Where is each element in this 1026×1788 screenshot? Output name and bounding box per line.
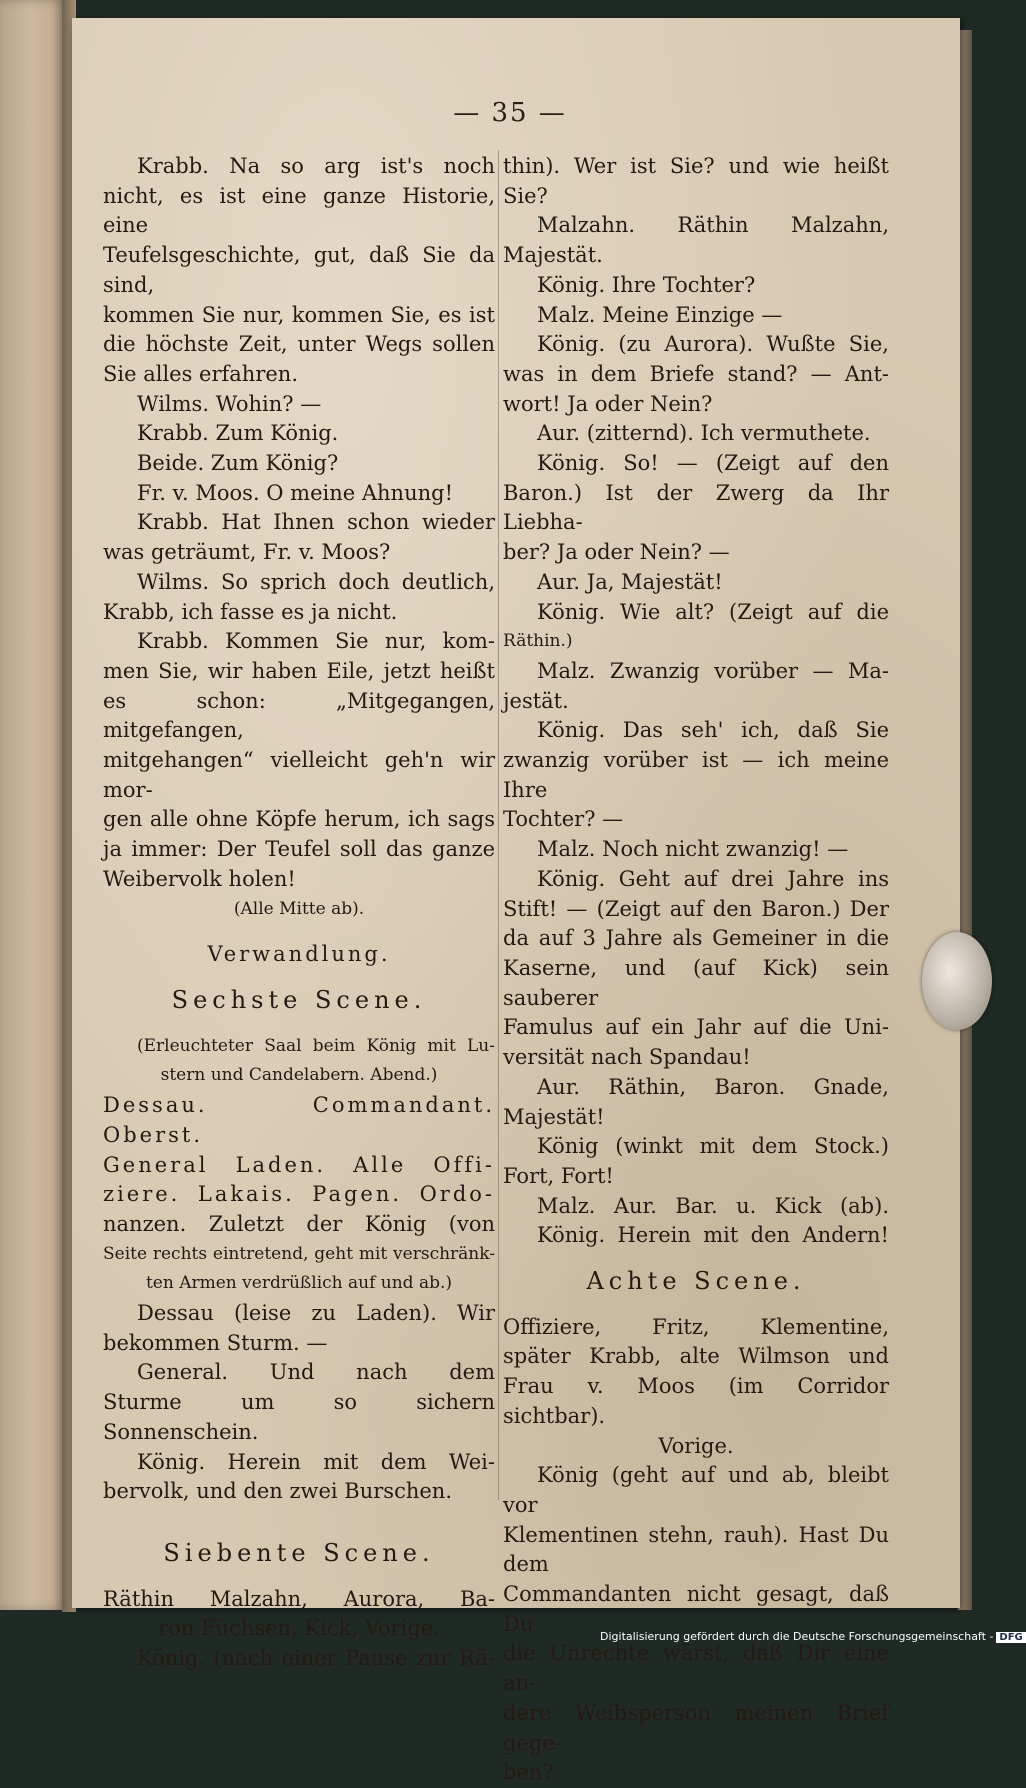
page-marker-tab [922,932,992,1030]
text-line: es schon: „Mitgegangen, mitgefangen, [103,688,495,743]
dfg-badge: DFG [996,1632,1025,1643]
scene-heading: Achte Scene. [586,1267,806,1296]
spacer [103,924,495,940]
text-line: später Krabb, alte Wilmson und [503,1344,889,1369]
text-line: wort! Ja oder Nein? [503,391,713,416]
scene-heading: Siebente Scene. [163,1538,435,1567]
text-line: Offiziere, Fritz, Klementine, [503,1314,889,1339]
text-line: König. So! — (Zeigt auf den [537,451,889,476]
spacer [503,1251,889,1267]
text-line: Krabb. Hat Ihnen schon wieder [137,510,495,535]
text-line: König. Wie alt? (Zeigt auf die [537,599,889,624]
text-line: Aur. Ja, Majestät! [537,569,723,594]
text-line: Teufelsgeschichte, gut, daß Sie da sind, [103,243,495,297]
text-line: Weibervolk holen! [103,866,296,891]
digitization-credit [600,1630,1023,1648]
scene-heading: Sechste Scene. [171,985,427,1014]
text-line: König. Herein mit den Andern! [537,1223,889,1248]
text-line: Sturme um so sichern Sonnenschein. [103,1390,495,1444]
spacer [103,1523,495,1539]
text-line: nanzen. Zuletzt der König (von [103,1211,495,1236]
text-line: Räthin.) [503,631,573,652]
text-line: König. (nach einer Pause zur Rä- [137,1646,495,1671]
text-line: Malz. Aur. Bar. u. Kick (ab). [537,1193,889,1218]
spacer [103,1569,495,1585]
text-line: (Alle Mitte ab). [233,898,365,919]
text-line: ber? Ja oder Nein? — [503,540,730,565]
text-line: was geträumt, Fr. v. Moos? [103,540,391,565]
spacer [503,1297,889,1313]
text-line: kommen Sie nur, kommen Sie, es ist [103,302,495,327]
text-line: versität nach Spandau! [503,1045,751,1070]
text-line: zwanzig vorüber ist — ich meine Ihre [503,748,889,802]
text-line: Krabb. Na so arg ist's noch [137,154,495,178]
text-column-left [103,152,495,1674]
text-line: Aur. Räthin, Baron. Gnade, [537,1074,889,1099]
text-line: Beide. Zum König? [137,451,339,476]
text-line: Malz. Zwanzig vorüber — Ma- [537,658,889,683]
text-line: Vorige. [658,1433,734,1458]
text-line: ron Füchsen, Kick, Vorige. [158,1616,440,1641]
text-line: die höchste Zeit, unter Wegs sollen [103,332,495,357]
text-line: König. Geht auf drei Jahre ins [537,866,889,891]
text-column-right [503,152,889,1788]
text-line: dere Weibsperson meinen Brief gege- [503,1700,889,1755]
text-line: Malz. Meine Einzige — [537,302,783,327]
text-line: (Erleuchteter Saal beim König mit Lu- [137,1035,495,1056]
text-line: Verwandlung. [207,942,391,967]
text-line: Malzahn. Räthin Malzahn, [537,213,889,238]
text-line: General Laden. Alle Offi- [103,1152,495,1177]
text-line: bervolk, und den zwei Burschen. [103,1479,452,1504]
text-line: mitgehangen“ vielleicht geh'n wir mor- [103,748,495,802]
text-line: nicht, es ist eine ganze Historie, eine [103,183,495,238]
text-line: Krabb, ich fasse es ja nicht. [103,599,398,624]
text-line: men Sie, wir haben Eile, jetzt heißt [103,658,495,683]
text-line: ja immer: Der Teufel soll das ganze [103,837,495,862]
text-line: Wilms. So sprich doch deutlich, [137,569,495,594]
spacer [103,1016,495,1032]
text-line: ben? [503,1760,554,1785]
text-line: Baron.) Ist der Zwerg da Ihr Liebha- [503,480,889,535]
credit-text: Digitalisierung gefördert durch die Deutsche Forschungsgemeinschaft - [600,1630,994,1643]
text-line: Fr. v. Moos. O meine Ahnung! [137,480,454,505]
text-line: Sie alles erfahren. [103,361,298,386]
text-line: König. Herein mit dem Wei- [137,1449,495,1474]
text-line: König (winkt mit dem Stock.) [537,1134,889,1159]
previous-page-edge [0,0,66,1610]
spacer [103,970,495,986]
page-stack-edge [958,30,972,1610]
text-line: stern und Candelabern. Abend.) [160,1065,438,1086]
column-divider [498,150,499,1500]
text-line: Tochter? — [503,807,624,832]
text-line: Stift! — (Zeigt auf den Baron.) Der [503,896,889,921]
page-number: — 35 — [453,98,567,128]
text-line: König. (zu Aurora). Wußte Sie, [537,332,889,357]
text-line: Krabb. Zum König. [137,421,339,446]
text-line: gen alle ohne Köpfe herum, ich sags [103,807,495,832]
text-line: Famulus auf ein Jahr auf die Uni- [503,1015,889,1040]
text-line: Wilms. Wohin? — [137,391,322,416]
text-line: bekommen Sturm. — [103,1330,328,1355]
text-line: Klementinen stehn, rauh). Hast Du dem [503,1522,889,1577]
text-line: Kaserne, und (auf Kick) sein sauberer [503,955,889,1010]
text-line: Frau v. Moos (im Corridor sichtbar). [503,1374,889,1428]
text-line: General. Und nach dem [137,1360,495,1385]
text-line: Commandanten nicht gesagt, daß Du [503,1582,889,1636]
text-line: da auf 3 Jahre als Gemeiner in die [503,926,889,951]
text-line: Majestät! [503,1104,605,1129]
text-line: was in dem Briefe stand? — Ant- [503,361,889,386]
text-line: Dessau (leise zu Laden). Wir [137,1301,495,1326]
text-line: die Unrechte wärst, daß Dir eine an- [503,1641,889,1696]
text-line: Sie? [503,183,548,208]
text-line: ziere. Lakais. Pagen. Ordo- [103,1182,495,1207]
text-line: ten Armen verdrüßlich auf und ab.) [145,1273,453,1294]
text-line: Aur. (zitternd). Ich vermuthete. [537,421,871,446]
text-line: Malz. Noch nicht zwanzig! — [537,837,849,862]
text-line: Räthin Malzahn, Aurora, Ba- [103,1586,495,1611]
text-line: thin). Wer ist Sie? und wie heißt [503,154,889,178]
text-line: jestät. [503,688,569,713]
text-line: König. Ihre Tochter? [537,272,756,297]
text-line: König. Das seh' ich, daß Sie [537,718,889,743]
text-line: Dessau. Commandant. Oberst. [103,1093,495,1147]
text-line: Krabb. Kommen Sie nur, kom- [137,629,495,654]
text-line: König (geht auf und ab, bleibt vor [503,1463,889,1517]
text-line: Seite rechts eintretend, geht mit verschränk- [103,1243,495,1264]
text-line: Majestät. [503,243,603,268]
spacer [103,1507,495,1523]
text-line: Fort, Fort! [503,1163,614,1188]
